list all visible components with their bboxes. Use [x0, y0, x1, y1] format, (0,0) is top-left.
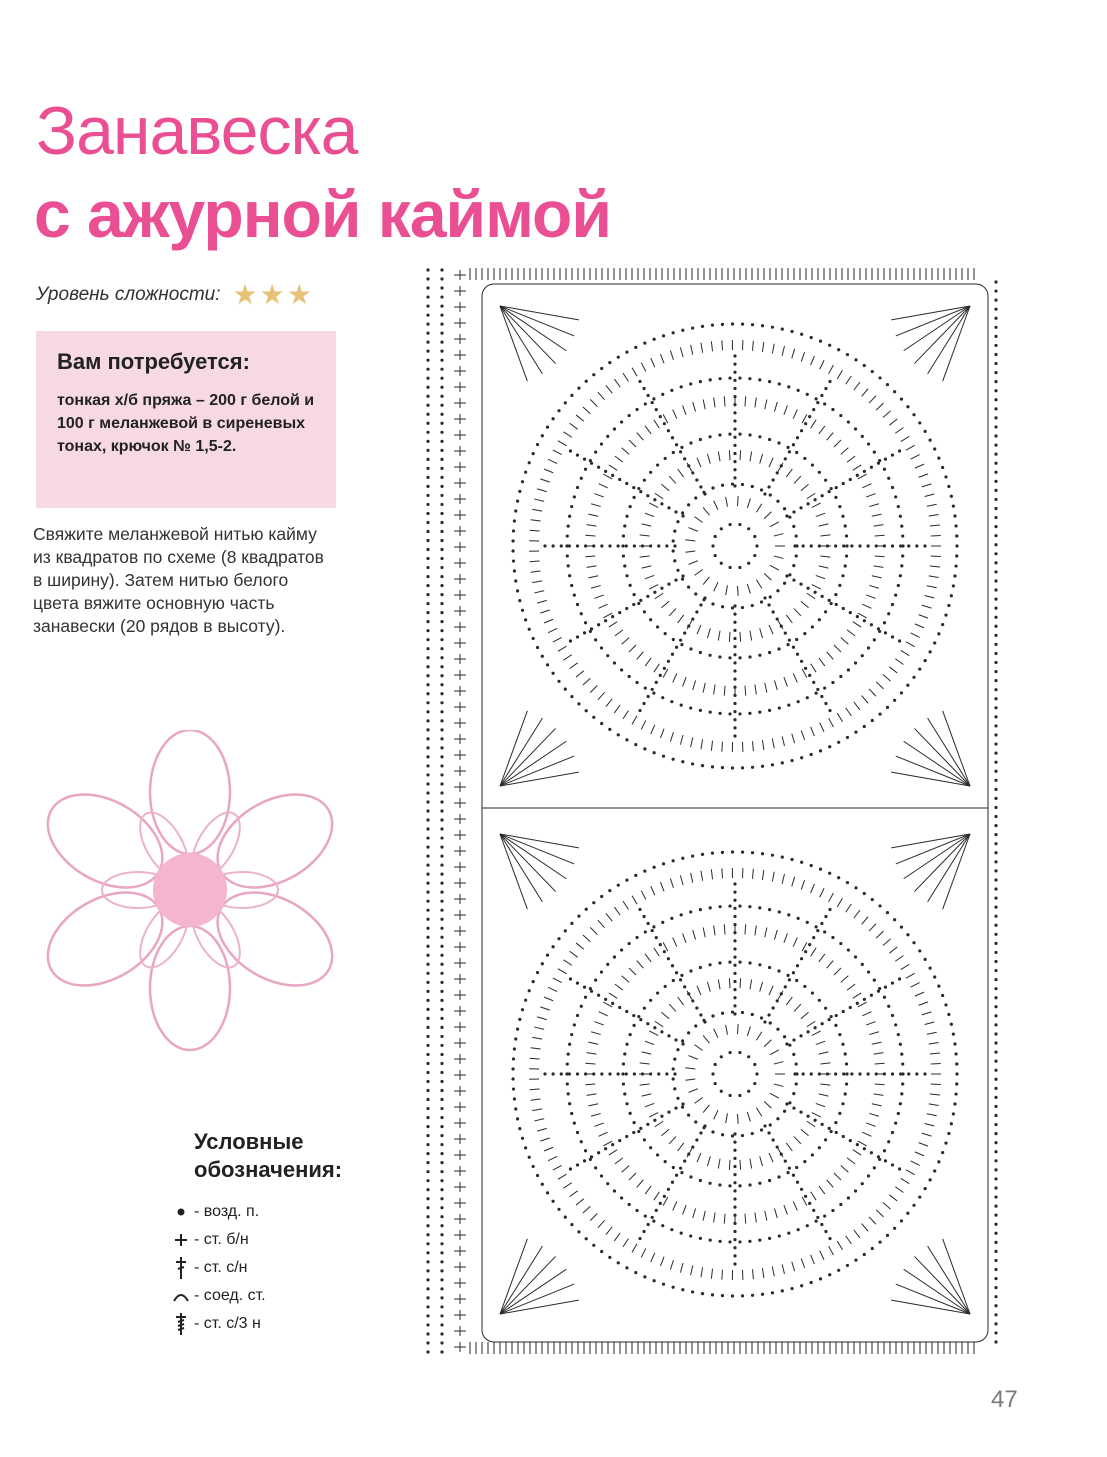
triple-cross-icon [172, 1312, 190, 1336]
cross-icon [172, 1228, 190, 1252]
dot-icon [172, 1200, 190, 1224]
legend-heading-line-1: Условные [194, 1129, 304, 1154]
page-title-line-2: с ажурной каймой [34, 177, 611, 251]
legend-label: - ст. б/н [194, 1231, 249, 1248]
materials-heading: Вам потребуется: [57, 349, 250, 374]
legend-item-slip-stitch [172, 1284, 266, 1308]
legend-item-single-crochet [172, 1228, 249, 1252]
legend-label: - ст. с/3 н [194, 1315, 261, 1332]
difficulty-rating [36, 281, 314, 309]
difficulty-label: Уровень сложности: [36, 284, 221, 305]
legend-label: - возд. п. [194, 1203, 260, 1220]
legend-item-double-crochet [172, 1256, 248, 1280]
materials-box [36, 331, 336, 508]
crochet-chart [420, 262, 1000, 1362]
star-icon: ★ [259, 279, 285, 310]
star-icon: ★ [286, 279, 312, 310]
star-icon: ★ [232, 279, 258, 310]
legend-item-chain [172, 1200, 259, 1224]
legend-heading [194, 1128, 342, 1184]
legend-label: - ст. с/н [194, 1259, 248, 1276]
difficulty-stars [233, 281, 314, 309]
materials-text: тонкая х/б пряжа – 200 г белой и 100 г меланжевой в сиреневых тонах, крючок № 1,5-2. [57, 392, 315, 455]
legend-item-triple-crochet [172, 1312, 261, 1336]
instructions-text: Свяжите меланжевой нитью кайму из квадратов по схеме (8 квадратов в ширину). Затем нитью белого цвета вяжите основную часть занавески (20 рядов в высоту). [33, 524, 324, 636]
page-number: 47 [991, 1386, 1018, 1413]
flower-illustration [44, 730, 336, 1052]
dagger-icon [172, 1256, 190, 1280]
legend-label: - соед. ст. [194, 1287, 266, 1304]
page-title-line-1: Занавеска [36, 93, 358, 169]
arc-icon [172, 1284, 190, 1308]
legend-heading-line-2: обозначения: [194, 1157, 343, 1182]
